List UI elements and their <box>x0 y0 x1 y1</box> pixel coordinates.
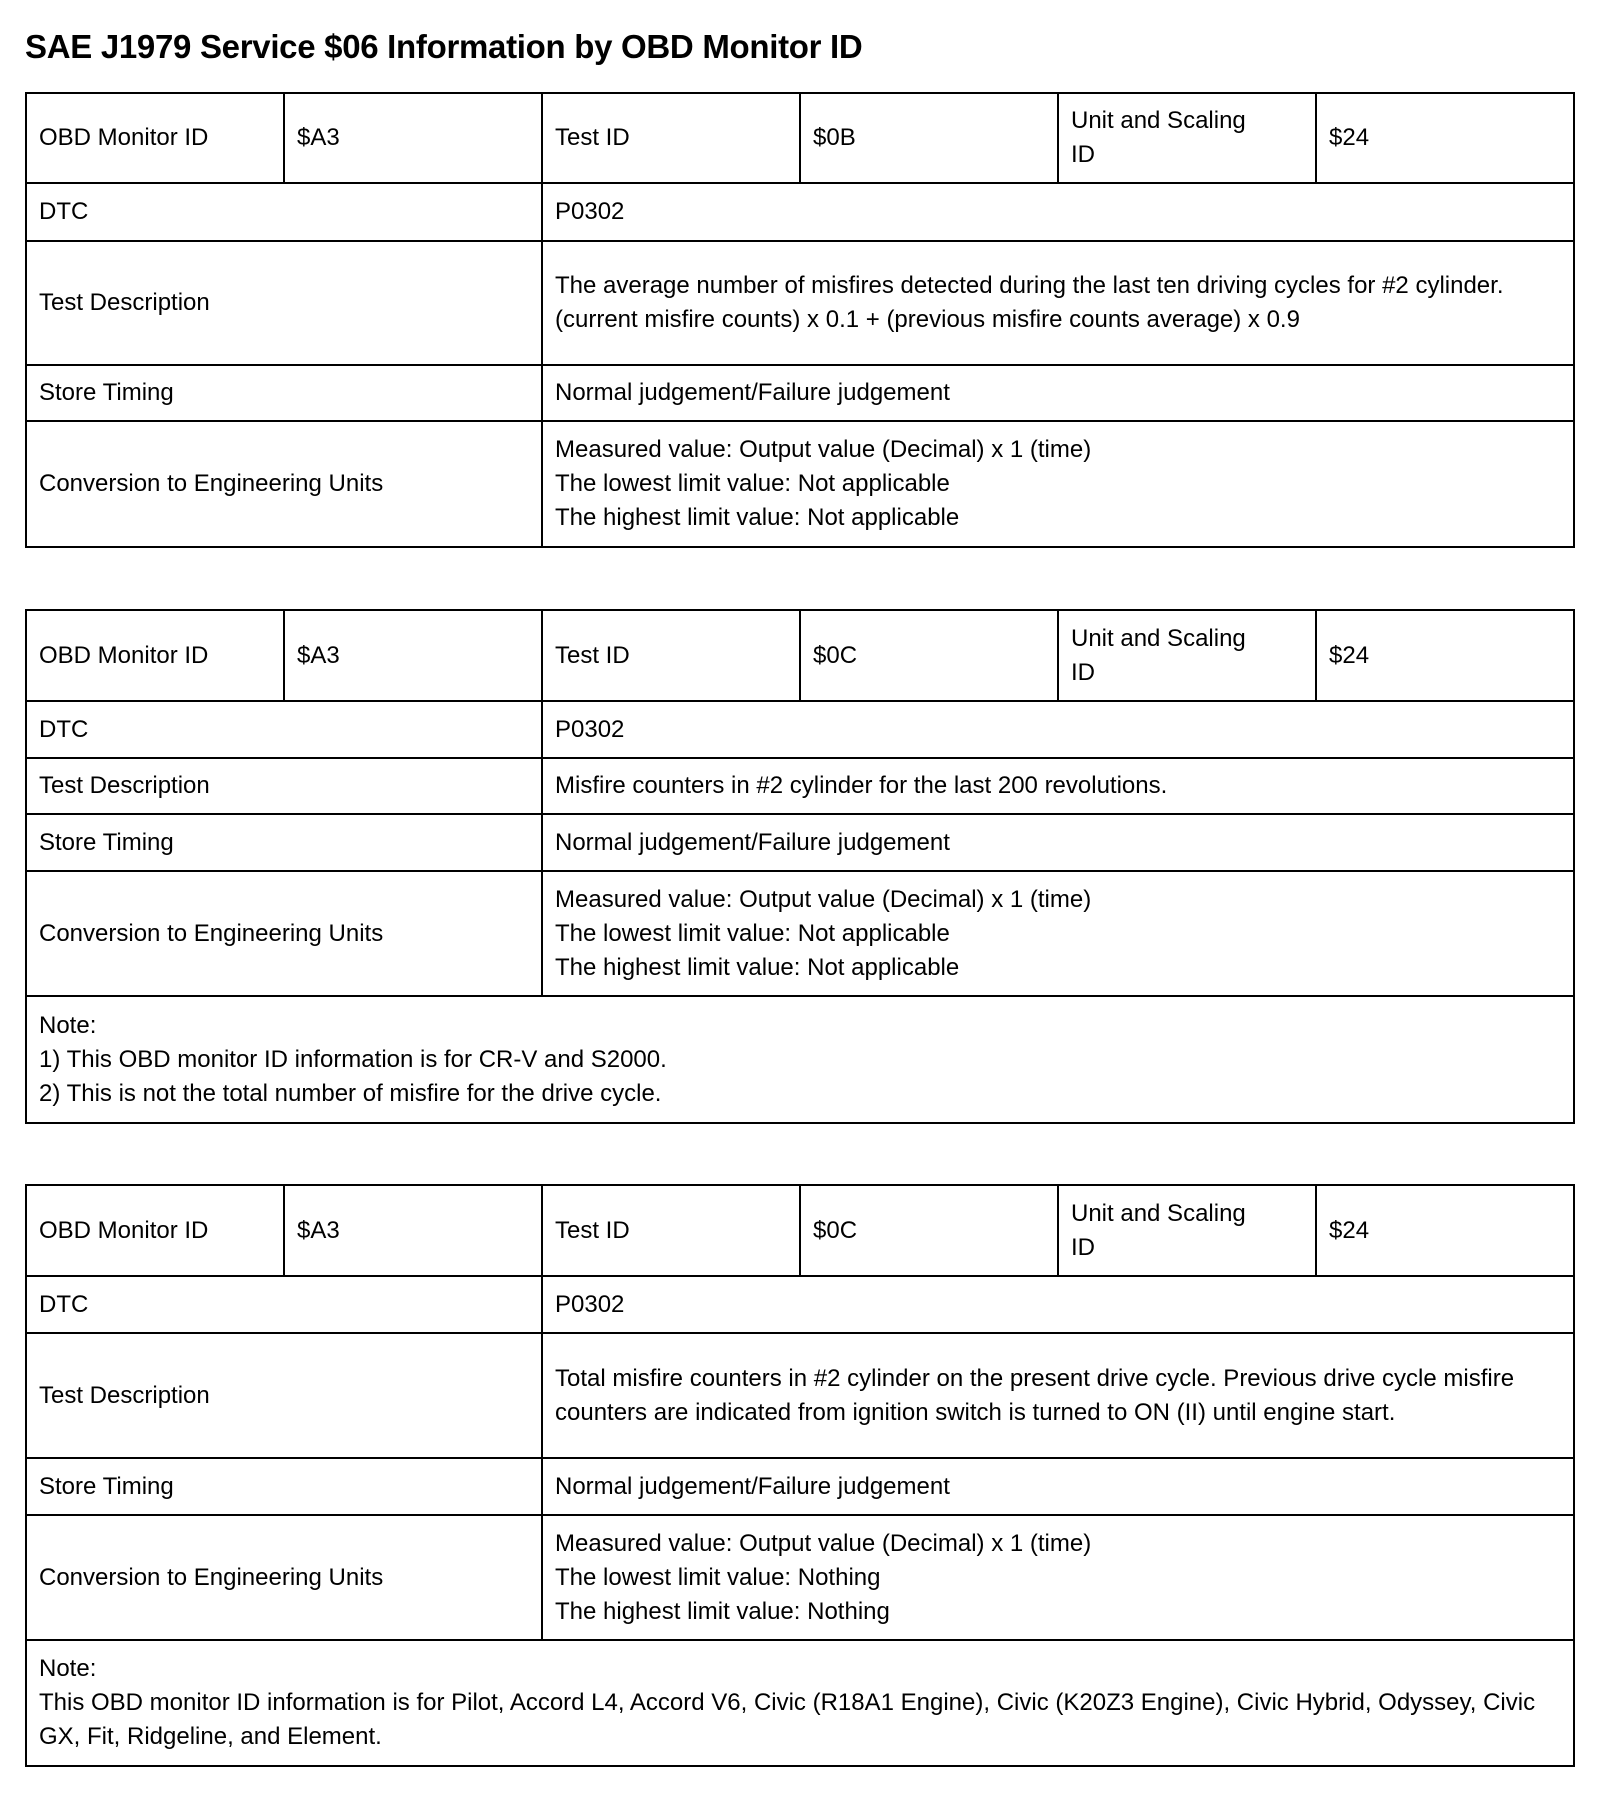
test-description-value: Misfire counters in #2 cylinder for the last 200 revolutions. <box>542 758 1574 814</box>
label-test-description: Test Description <box>26 758 542 814</box>
test-id-value: $0B <box>800 93 1058 183</box>
label-test-id: Test ID <box>542 610 800 701</box>
unit-scaling-value: $24 <box>1316 1185 1574 1276</box>
label-conversion: Conversion to Engineering Units <box>26 421 542 547</box>
label-monitor-id: OBD Monitor ID <box>26 93 284 183</box>
test-description-value: Total misfire counters in #2 cylinder on the present drive cycle. Previous drive cycle misfire counters are indicated from ignition switch is turned to ON (II) until engine start. <box>542 1333 1574 1458</box>
monitor-id-value: $A3 <box>284 610 542 701</box>
label-conversion: Conversion to Engineering Units <box>26 871 542 996</box>
label-unit-scaling: Unit and Scaling ID <box>1058 610 1316 701</box>
test-id-value: $0C <box>800 1185 1058 1276</box>
label-store-timing: Store Timing <box>26 1458 542 1515</box>
label-test-description: Test Description <box>26 1333 542 1458</box>
label-dtc: DTC <box>26 1276 542 1333</box>
store-timing-value: Normal judgement/Failure judgement <box>542 814 1574 871</box>
dtc-value: P0302 <box>542 1276 1574 1333</box>
store-timing-value: Normal judgement/Failure judgement <box>542 365 1574 421</box>
label-store-timing: Store Timing <box>26 365 542 421</box>
conversion-value: Measured value: Output value (Decimal) x 1 (time) The lowest limit value: Not applicable The highest limit value: Not applicable <box>542 871 1574 996</box>
obd-table-1 <box>25 92 1575 548</box>
page-title: SAE J1979 Service $06 Information by OBD Monitor ID <box>25 28 863 65</box>
label-conversion: Conversion to Engineering Units <box>26 1515 542 1640</box>
label-unit-scaling: Unit and Scaling ID <box>1058 93 1316 183</box>
conversion-value: Measured value: Output value (Decimal) x 1 (time) The lowest limit value: Not applicable The highest limit value: Not applicable <box>542 421 1574 547</box>
dtc-value: P0302 <box>542 183 1574 241</box>
test-id-value: $0C <box>800 610 1058 701</box>
dtc-value: P0302 <box>542 701 1574 758</box>
label-test-id: Test ID <box>542 93 800 183</box>
monitor-id-value: $A3 <box>284 1185 542 1276</box>
label-unit-scaling: Unit and Scaling ID <box>1058 1185 1316 1276</box>
label-monitor-id: OBD Monitor ID <box>26 1185 284 1276</box>
monitor-id-value: $A3 <box>284 93 542 183</box>
label-test-id: Test ID <box>542 1185 800 1276</box>
label-store-timing: Store Timing <box>26 814 542 871</box>
obd-table-3 <box>25 1184 1575 1767</box>
test-description-value: The average number of misfires detected during the last ten driving cycles for #2 cylinder. (current misfire counts) x 0.1 + (previous misfire counts average) x 0.9 <box>542 241 1574 365</box>
label-dtc: DTC <box>26 701 542 758</box>
note: Note: This OBD monitor ID information is for Pilot, Accord L4, Accord V6, Civic (R18A1 Engine), Civic (K20Z3 Engine), Civic Hybrid, Odyssey, Civic GX, Fit, Ridgeline, and Element. <box>26 1640 1574 1766</box>
unit-scaling-value: $24 <box>1316 610 1574 701</box>
unit-scaling-value: $24 <box>1316 93 1574 183</box>
conversion-value: Measured value: Output value (Decimal) x 1 (time) The lowest limit value: Nothing The highest limit value: Nothing <box>542 1515 1574 1640</box>
label-test-description: Test Description <box>26 241 542 365</box>
label-dtc: DTC <box>26 183 542 241</box>
label-monitor-id: OBD Monitor ID <box>26 610 284 701</box>
store-timing-value: Normal judgement/Failure judgement <box>542 1458 1574 1515</box>
note: Note: 1) This OBD monitor ID information is for CR-V and S2000. 2) This is not the total number of misfire for the drive cycle. <box>26 996 1574 1123</box>
obd-table-2 <box>25 609 1575 1124</box>
